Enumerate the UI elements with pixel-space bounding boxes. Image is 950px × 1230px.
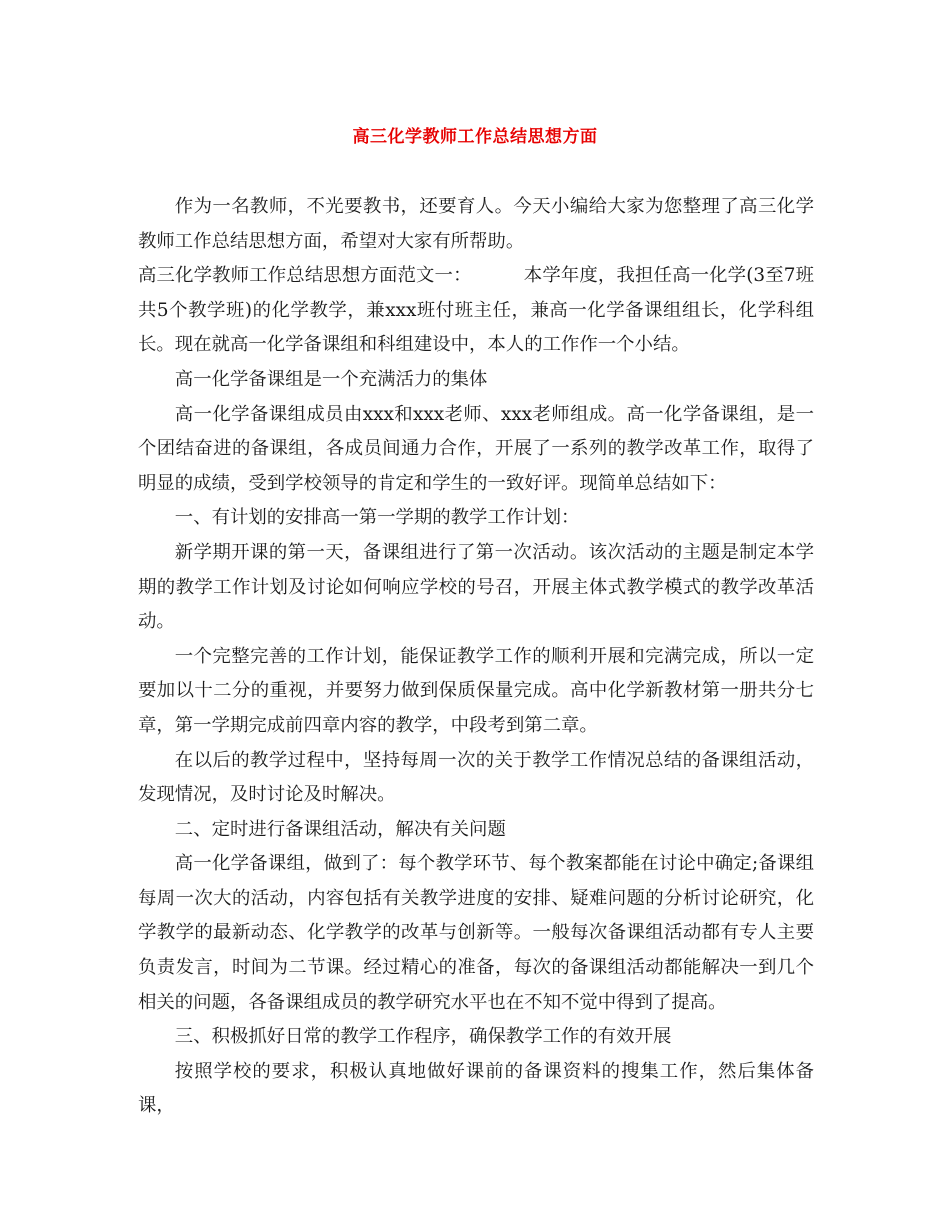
paragraph-group-members: 高一化学备课组成员由xxx和xxx老师、xxx老师组成。高一化学备课组，是一个团结奋进的备课组，各成员间通力合作，开展了一系列的教学改革工作，取得了明显的成绩，受到学校领导的肯定和学生的一致好评。现简单总结如下： bbox=[138, 403, 814, 494]
paragraph-weekly-activity: 在以后的教学过程中，坚持每周一次的关于教学工作情况总结的备课组活动，发现情况，及时讨论及时解决。 bbox=[138, 749, 814, 806]
paragraph-group-achievements: 高一化学备课组，做到了：每个教学环节、每个教案都能在讨论中确定;备课组每周一次大的活动，内容包括有关教学进度的安排、疑难问题的分析讨论研究，化学教学的最新动态、化学教学的改革与创新等。一般每次备课组活动都有专人主要负责发言，时间为二节课。经过精心的准备，每次的备课组活动都能解决一到几个相关的问题，各备课组成员的教学研究水平也在不知不觉中得到了提高。 bbox=[138, 853, 814, 1013]
document-title: 高三化学教师工作总结思想方面 bbox=[352, 127, 598, 147]
section-heading-three: 三、积极抓好日常的教学工作程序，确保教学工作的有效开展 bbox=[174, 1026, 672, 1048]
paragraph-first-activity: 新学期开课的第一天，备课组进行了第一次活动。该次活动的主题是制定本学期的教学工作计划及讨论如何响应学校的号召，开展主体式教学模式的教学改革活动。 bbox=[138, 541, 814, 633]
paragraph-preparation: 按照学校的要求，积极认真地做好课前的备课资料的搜集工作，然后集体备课， bbox=[138, 1060, 814, 1117]
document-body bbox=[138, 190, 814, 1124]
paragraph-work-plan: 一个完整完善的工作计划，能保证教学工作的顺利开展和完满完成，所以一定要加以十二分的重视，并要努力做到保质保量完成。高中化学新教材第一册共分七章，第一学期完成前四章内容的教学，中段考到第二章。 bbox=[138, 645, 814, 736]
section-heading-one: 一、有计划的安排高一第一学期的教学工作计划： bbox=[174, 507, 580, 529]
paragraph-intro: 作为一名教师，不光要教书，还要育人。今天小编给大家为您整理了高三化学教师工作总结思想方面，希望对大家有所帮助。 bbox=[138, 196, 814, 252]
sample-heading: 高三化学教师工作总结思想方面范文一： bbox=[138, 265, 472, 287]
paragraph-sample-one: 高三化学教师工作总结思想方面范文一： 本学年度，我担任高一化学(3至7班共5个教学班)的化学教学，兼xxx班付班主任，兼高一化学备课组组长，化学科组长。现在就高一化学备课组和科组建设中，本人的工作作一个小结。 bbox=[138, 265, 814, 356]
section-heading-two: 二、定时进行备课组活动，解决有关问题 bbox=[174, 818, 506, 840]
paragraph-group-heading: 高一化学备课组是一个充满活力的集体 bbox=[174, 368, 488, 390]
